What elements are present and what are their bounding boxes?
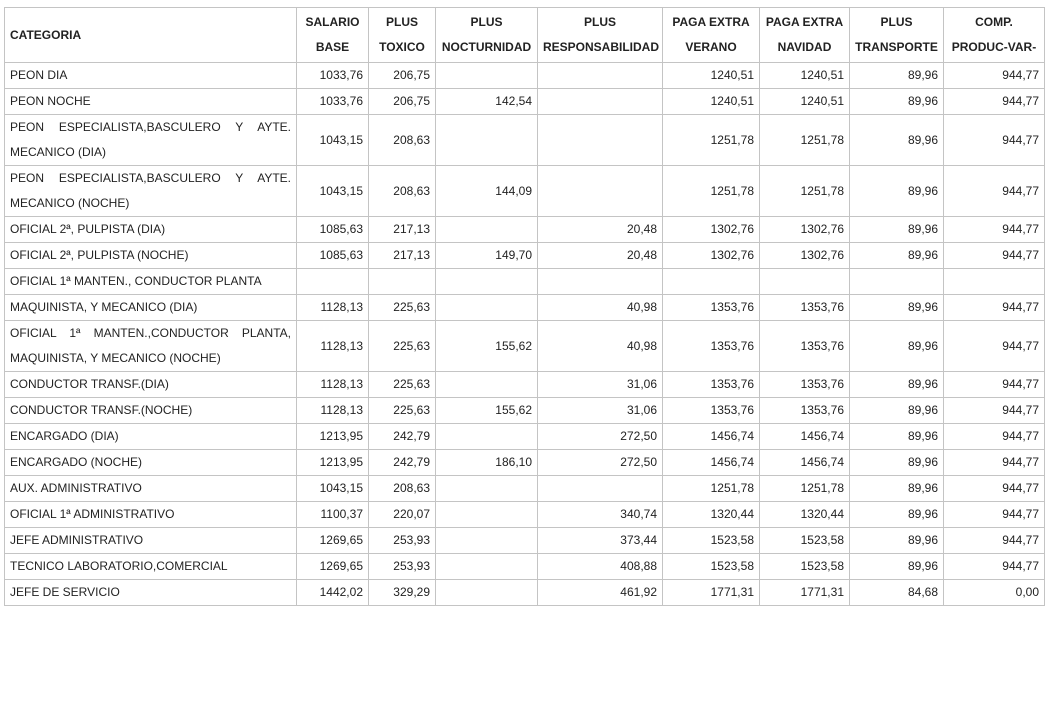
value-cell: 1302,76 bbox=[663, 217, 760, 243]
value-cell bbox=[436, 528, 538, 554]
category-cell: OFICIAL 2ª, PULPISTA (DIA) bbox=[5, 217, 297, 243]
value-cell: 89,96 bbox=[850, 398, 944, 424]
value-cell: 944,77 bbox=[944, 398, 1045, 424]
value-cell: 1771,31 bbox=[760, 580, 850, 606]
table-row bbox=[5, 269, 1045, 295]
value-cell: 944,77 bbox=[944, 63, 1045, 89]
value-cell bbox=[436, 502, 538, 528]
header-categoria bbox=[5, 8, 297, 63]
value-cell: 1456,74 bbox=[663, 450, 760, 476]
value-cell: 40,98 bbox=[538, 321, 663, 372]
value-cell: 89,96 bbox=[850, 528, 944, 554]
value-cell bbox=[850, 269, 944, 295]
value-cell: 225,63 bbox=[369, 295, 436, 321]
value-cell: 20,48 bbox=[538, 217, 663, 243]
value-cell: 220,07 bbox=[369, 502, 436, 528]
value-cell: 1043,15 bbox=[297, 115, 369, 166]
value-cell: 944,77 bbox=[944, 89, 1045, 115]
table-body bbox=[5, 63, 1045, 606]
value-cell: 84,68 bbox=[850, 580, 944, 606]
value-cell bbox=[760, 269, 850, 295]
value-cell: 1302,76 bbox=[663, 243, 760, 269]
value-cell: 225,63 bbox=[369, 321, 436, 372]
value-cell: 1456,74 bbox=[760, 424, 850, 450]
category-cell: PEON NOCHE bbox=[5, 89, 297, 115]
value-cell: 272,50 bbox=[538, 424, 663, 450]
category-cell: AUX. ADMINISTRATIVO bbox=[5, 476, 297, 502]
table-row bbox=[5, 115, 1045, 166]
table-row bbox=[5, 217, 1045, 243]
category-cell: PEON ESPECIALISTA,BASCULERO Y AYTE. MECANICO (DIA) bbox=[5, 115, 297, 166]
value-cell: 1353,76 bbox=[760, 398, 850, 424]
value-cell: 1320,44 bbox=[760, 502, 850, 528]
value-cell: 944,77 bbox=[944, 321, 1045, 372]
value-cell: 944,77 bbox=[944, 295, 1045, 321]
value-cell: 1353,76 bbox=[663, 372, 760, 398]
header-plus-transporte bbox=[850, 8, 944, 63]
value-cell: 208,63 bbox=[369, 115, 436, 166]
value-cell: 89,96 bbox=[850, 321, 944, 372]
value-cell bbox=[436, 554, 538, 580]
value-cell: 31,06 bbox=[538, 372, 663, 398]
value-cell bbox=[538, 269, 663, 295]
value-cell: 89,96 bbox=[850, 502, 944, 528]
value-cell bbox=[436, 63, 538, 89]
header-line-2: NOCTURNIDAD bbox=[441, 40, 532, 54]
table-row bbox=[5, 295, 1045, 321]
value-cell: 1320,44 bbox=[663, 502, 760, 528]
value-cell: 1353,76 bbox=[663, 321, 760, 372]
value-cell bbox=[369, 269, 436, 295]
value-cell: 1523,58 bbox=[663, 528, 760, 554]
value-cell: 1240,51 bbox=[663, 89, 760, 115]
value-cell: 944,77 bbox=[944, 424, 1045, 450]
value-cell: 1240,51 bbox=[760, 63, 850, 89]
value-cell: 1128,13 bbox=[297, 295, 369, 321]
value-cell: 1302,76 bbox=[760, 243, 850, 269]
value-cell: 1240,51 bbox=[663, 63, 760, 89]
value-cell: 31,06 bbox=[538, 398, 663, 424]
value-cell: 144,09 bbox=[436, 166, 538, 217]
value-cell: 1353,76 bbox=[663, 295, 760, 321]
value-cell: 242,79 bbox=[369, 424, 436, 450]
category-cell: OFICIAL 1ª ADMINISTRATIVO bbox=[5, 502, 297, 528]
value-cell: 944,77 bbox=[944, 502, 1045, 528]
value-cell: 89,96 bbox=[850, 115, 944, 166]
value-cell: 242,79 bbox=[369, 450, 436, 476]
value-cell: 208,63 bbox=[369, 476, 436, 502]
category-cell: PEON ESPECIALISTA,BASCULERO Y AYTE. MECANICO (NOCHE) bbox=[5, 166, 297, 217]
table-row bbox=[5, 63, 1045, 89]
value-cell: 1302,76 bbox=[760, 217, 850, 243]
category-cell: MAQUINISTA, Y MECANICO (DIA) bbox=[5, 295, 297, 321]
value-cell: 944,77 bbox=[944, 243, 1045, 269]
value-cell: 1523,58 bbox=[760, 554, 850, 580]
value-cell: 373,44 bbox=[538, 528, 663, 554]
header-line-1: PLUS bbox=[880, 15, 913, 29]
value-cell bbox=[538, 476, 663, 502]
value-cell: 1251,78 bbox=[760, 476, 850, 502]
table-row bbox=[5, 580, 1045, 606]
category-cell: ENCARGADO (DIA) bbox=[5, 424, 297, 450]
header-line-1: PAGA EXTRA bbox=[765, 15, 844, 29]
value-cell: 329,29 bbox=[369, 580, 436, 606]
value-cell: 206,75 bbox=[369, 63, 436, 89]
value-cell: 1269,65 bbox=[297, 554, 369, 580]
header-row bbox=[5, 8, 1045, 63]
value-cell: 1033,76 bbox=[297, 89, 369, 115]
value-cell: 944,77 bbox=[944, 528, 1045, 554]
value-cell bbox=[436, 476, 538, 502]
value-cell: 1456,74 bbox=[663, 424, 760, 450]
value-cell bbox=[436, 217, 538, 243]
table-header bbox=[5, 8, 1045, 63]
table-row bbox=[5, 476, 1045, 502]
value-cell: 89,96 bbox=[850, 450, 944, 476]
value-cell: 186,10 bbox=[436, 450, 538, 476]
header-paga-extra-verano bbox=[663, 8, 760, 63]
value-cell bbox=[436, 295, 538, 321]
value-cell: 155,62 bbox=[436, 321, 538, 372]
table-row bbox=[5, 398, 1045, 424]
value-cell: 944,77 bbox=[944, 115, 1045, 166]
value-cell: 1523,58 bbox=[663, 554, 760, 580]
value-cell: 142,54 bbox=[436, 89, 538, 115]
value-cell bbox=[663, 269, 760, 295]
value-cell: 217,13 bbox=[369, 243, 436, 269]
value-cell bbox=[436, 269, 538, 295]
header-line-2: BASE bbox=[315, 40, 350, 54]
value-cell: 1353,76 bbox=[663, 398, 760, 424]
value-cell: 1523,58 bbox=[760, 528, 850, 554]
category-cell: OFICIAL 1ª MANTEN., CONDUCTOR PLANTA bbox=[5, 269, 297, 295]
header-salario-base bbox=[297, 8, 369, 63]
value-cell: 225,63 bbox=[369, 372, 436, 398]
value-cell bbox=[436, 115, 538, 166]
value-cell: 461,92 bbox=[538, 580, 663, 606]
header-plus-responsabilidad bbox=[538, 8, 663, 63]
header-line-1: SALARIO bbox=[305, 15, 360, 29]
value-cell: 1085,63 bbox=[297, 243, 369, 269]
value-cell: 253,93 bbox=[369, 528, 436, 554]
value-cell: 1240,51 bbox=[760, 89, 850, 115]
header-line-2: TOXICO bbox=[379, 40, 425, 54]
table-row bbox=[5, 166, 1045, 217]
value-cell: 1353,76 bbox=[760, 295, 850, 321]
category-cell: JEFE ADMINISTRATIVO bbox=[5, 528, 297, 554]
header-comp-produc bbox=[944, 8, 1045, 63]
value-cell: 1251,78 bbox=[663, 115, 760, 166]
value-cell: 944,77 bbox=[944, 217, 1045, 243]
category-cell: OFICIAL 2ª, PULPISTA (NOCHE) bbox=[5, 243, 297, 269]
table-row bbox=[5, 528, 1045, 554]
value-cell: 1043,15 bbox=[297, 476, 369, 502]
value-cell: 408,88 bbox=[538, 554, 663, 580]
value-cell: 1128,13 bbox=[297, 321, 369, 372]
value-cell: 272,50 bbox=[538, 450, 663, 476]
value-cell: 1033,76 bbox=[297, 63, 369, 89]
value-cell bbox=[436, 424, 538, 450]
header-plus-toxico bbox=[369, 8, 436, 63]
value-cell: 225,63 bbox=[369, 398, 436, 424]
value-cell: 89,96 bbox=[850, 166, 944, 217]
value-cell: 89,96 bbox=[850, 243, 944, 269]
salary-table bbox=[4, 7, 1045, 606]
value-cell bbox=[538, 115, 663, 166]
category-cell: PEON DIA bbox=[5, 63, 297, 89]
table-row bbox=[5, 89, 1045, 115]
header-line-1: PAGA EXTRA bbox=[672, 15, 750, 29]
value-cell: 1085,63 bbox=[297, 217, 369, 243]
value-cell: 20,48 bbox=[538, 243, 663, 269]
value-cell: 1213,95 bbox=[297, 450, 369, 476]
value-cell: 944,77 bbox=[944, 166, 1045, 217]
header-line-2: PRODUC-VAR- bbox=[951, 40, 1037, 54]
header-line-2: RESPONSABILIDAD bbox=[543, 40, 660, 54]
header-line-1: PLUS bbox=[385, 15, 418, 29]
value-cell: 89,96 bbox=[850, 217, 944, 243]
value-cell: 1043,15 bbox=[297, 166, 369, 217]
header-line-2: TRANSPORTE bbox=[855, 40, 938, 54]
header-line-2: NAVIDAD bbox=[777, 40, 832, 54]
value-cell: 1100,37 bbox=[297, 502, 369, 528]
value-cell bbox=[538, 89, 663, 115]
value-cell: 89,96 bbox=[850, 372, 944, 398]
value-cell: 1251,78 bbox=[760, 115, 850, 166]
value-cell: 1771,31 bbox=[663, 580, 760, 606]
value-cell: 89,96 bbox=[850, 476, 944, 502]
value-cell: 1442,02 bbox=[297, 580, 369, 606]
value-cell: 206,75 bbox=[369, 89, 436, 115]
value-cell: 944,77 bbox=[944, 372, 1045, 398]
value-cell bbox=[538, 63, 663, 89]
value-cell: 1269,65 bbox=[297, 528, 369, 554]
value-cell: 944,77 bbox=[944, 476, 1045, 502]
value-cell: 89,96 bbox=[850, 63, 944, 89]
table-row bbox=[5, 321, 1045, 372]
category-cell: ENCARGADO (NOCHE) bbox=[5, 450, 297, 476]
value-cell: 944,77 bbox=[944, 554, 1045, 580]
table-row bbox=[5, 450, 1045, 476]
table-row bbox=[5, 424, 1045, 450]
header-line-2: VERANO bbox=[685, 40, 737, 54]
value-cell: 208,63 bbox=[369, 166, 436, 217]
value-cell: 89,96 bbox=[850, 554, 944, 580]
value-cell: 1128,13 bbox=[297, 372, 369, 398]
table-row bbox=[5, 243, 1045, 269]
header-line-1: COMP. bbox=[975, 15, 1013, 29]
value-cell: 340,74 bbox=[538, 502, 663, 528]
table-row bbox=[5, 502, 1045, 528]
value-cell: 1251,78 bbox=[760, 166, 850, 217]
category-cell: CONDUCTOR TRANSF.(NOCHE) bbox=[5, 398, 297, 424]
category-cell: TECNICO LABORATORIO,COMERCIAL bbox=[5, 554, 297, 580]
value-cell: 0,00 bbox=[944, 580, 1045, 606]
value-cell bbox=[297, 269, 369, 295]
value-cell: 89,96 bbox=[850, 295, 944, 321]
value-cell: 1353,76 bbox=[760, 372, 850, 398]
value-cell: 944,77 bbox=[944, 450, 1045, 476]
value-cell: 89,96 bbox=[850, 424, 944, 450]
value-cell bbox=[538, 166, 663, 217]
value-cell: 89,96 bbox=[850, 89, 944, 115]
value-cell: 149,70 bbox=[436, 243, 538, 269]
header-plus-nocturnidad bbox=[436, 8, 538, 63]
value-cell: 155,62 bbox=[436, 398, 538, 424]
value-cell: 1213,95 bbox=[297, 424, 369, 450]
category-cell: OFICIAL 1ª MANTEN.,CONDUCTOR PLANTA, MAQUINISTA, Y MECANICO (NOCHE) bbox=[5, 321, 297, 372]
header-label: CATEGORIA bbox=[10, 28, 82, 42]
category-cell: CONDUCTOR TRANSF.(DIA) bbox=[5, 372, 297, 398]
value-cell: 1251,78 bbox=[663, 166, 760, 217]
value-cell: 1353,76 bbox=[760, 321, 850, 372]
value-cell: 217,13 bbox=[369, 217, 436, 243]
value-cell: 253,93 bbox=[369, 554, 436, 580]
value-cell: 1251,78 bbox=[663, 476, 760, 502]
header-paga-extra-navidad bbox=[760, 8, 850, 63]
value-cell: 1128,13 bbox=[297, 398, 369, 424]
header-line-1: PLUS bbox=[583, 15, 616, 29]
header-line-1: PLUS bbox=[470, 15, 503, 29]
value-cell: 40,98 bbox=[538, 295, 663, 321]
table-row bbox=[5, 554, 1045, 580]
category-cell: JEFE DE SERVICIO bbox=[5, 580, 297, 606]
value-cell bbox=[436, 372, 538, 398]
value-cell: 1456,74 bbox=[760, 450, 850, 476]
value-cell bbox=[944, 269, 1045, 295]
table-row bbox=[5, 372, 1045, 398]
value-cell bbox=[436, 580, 538, 606]
